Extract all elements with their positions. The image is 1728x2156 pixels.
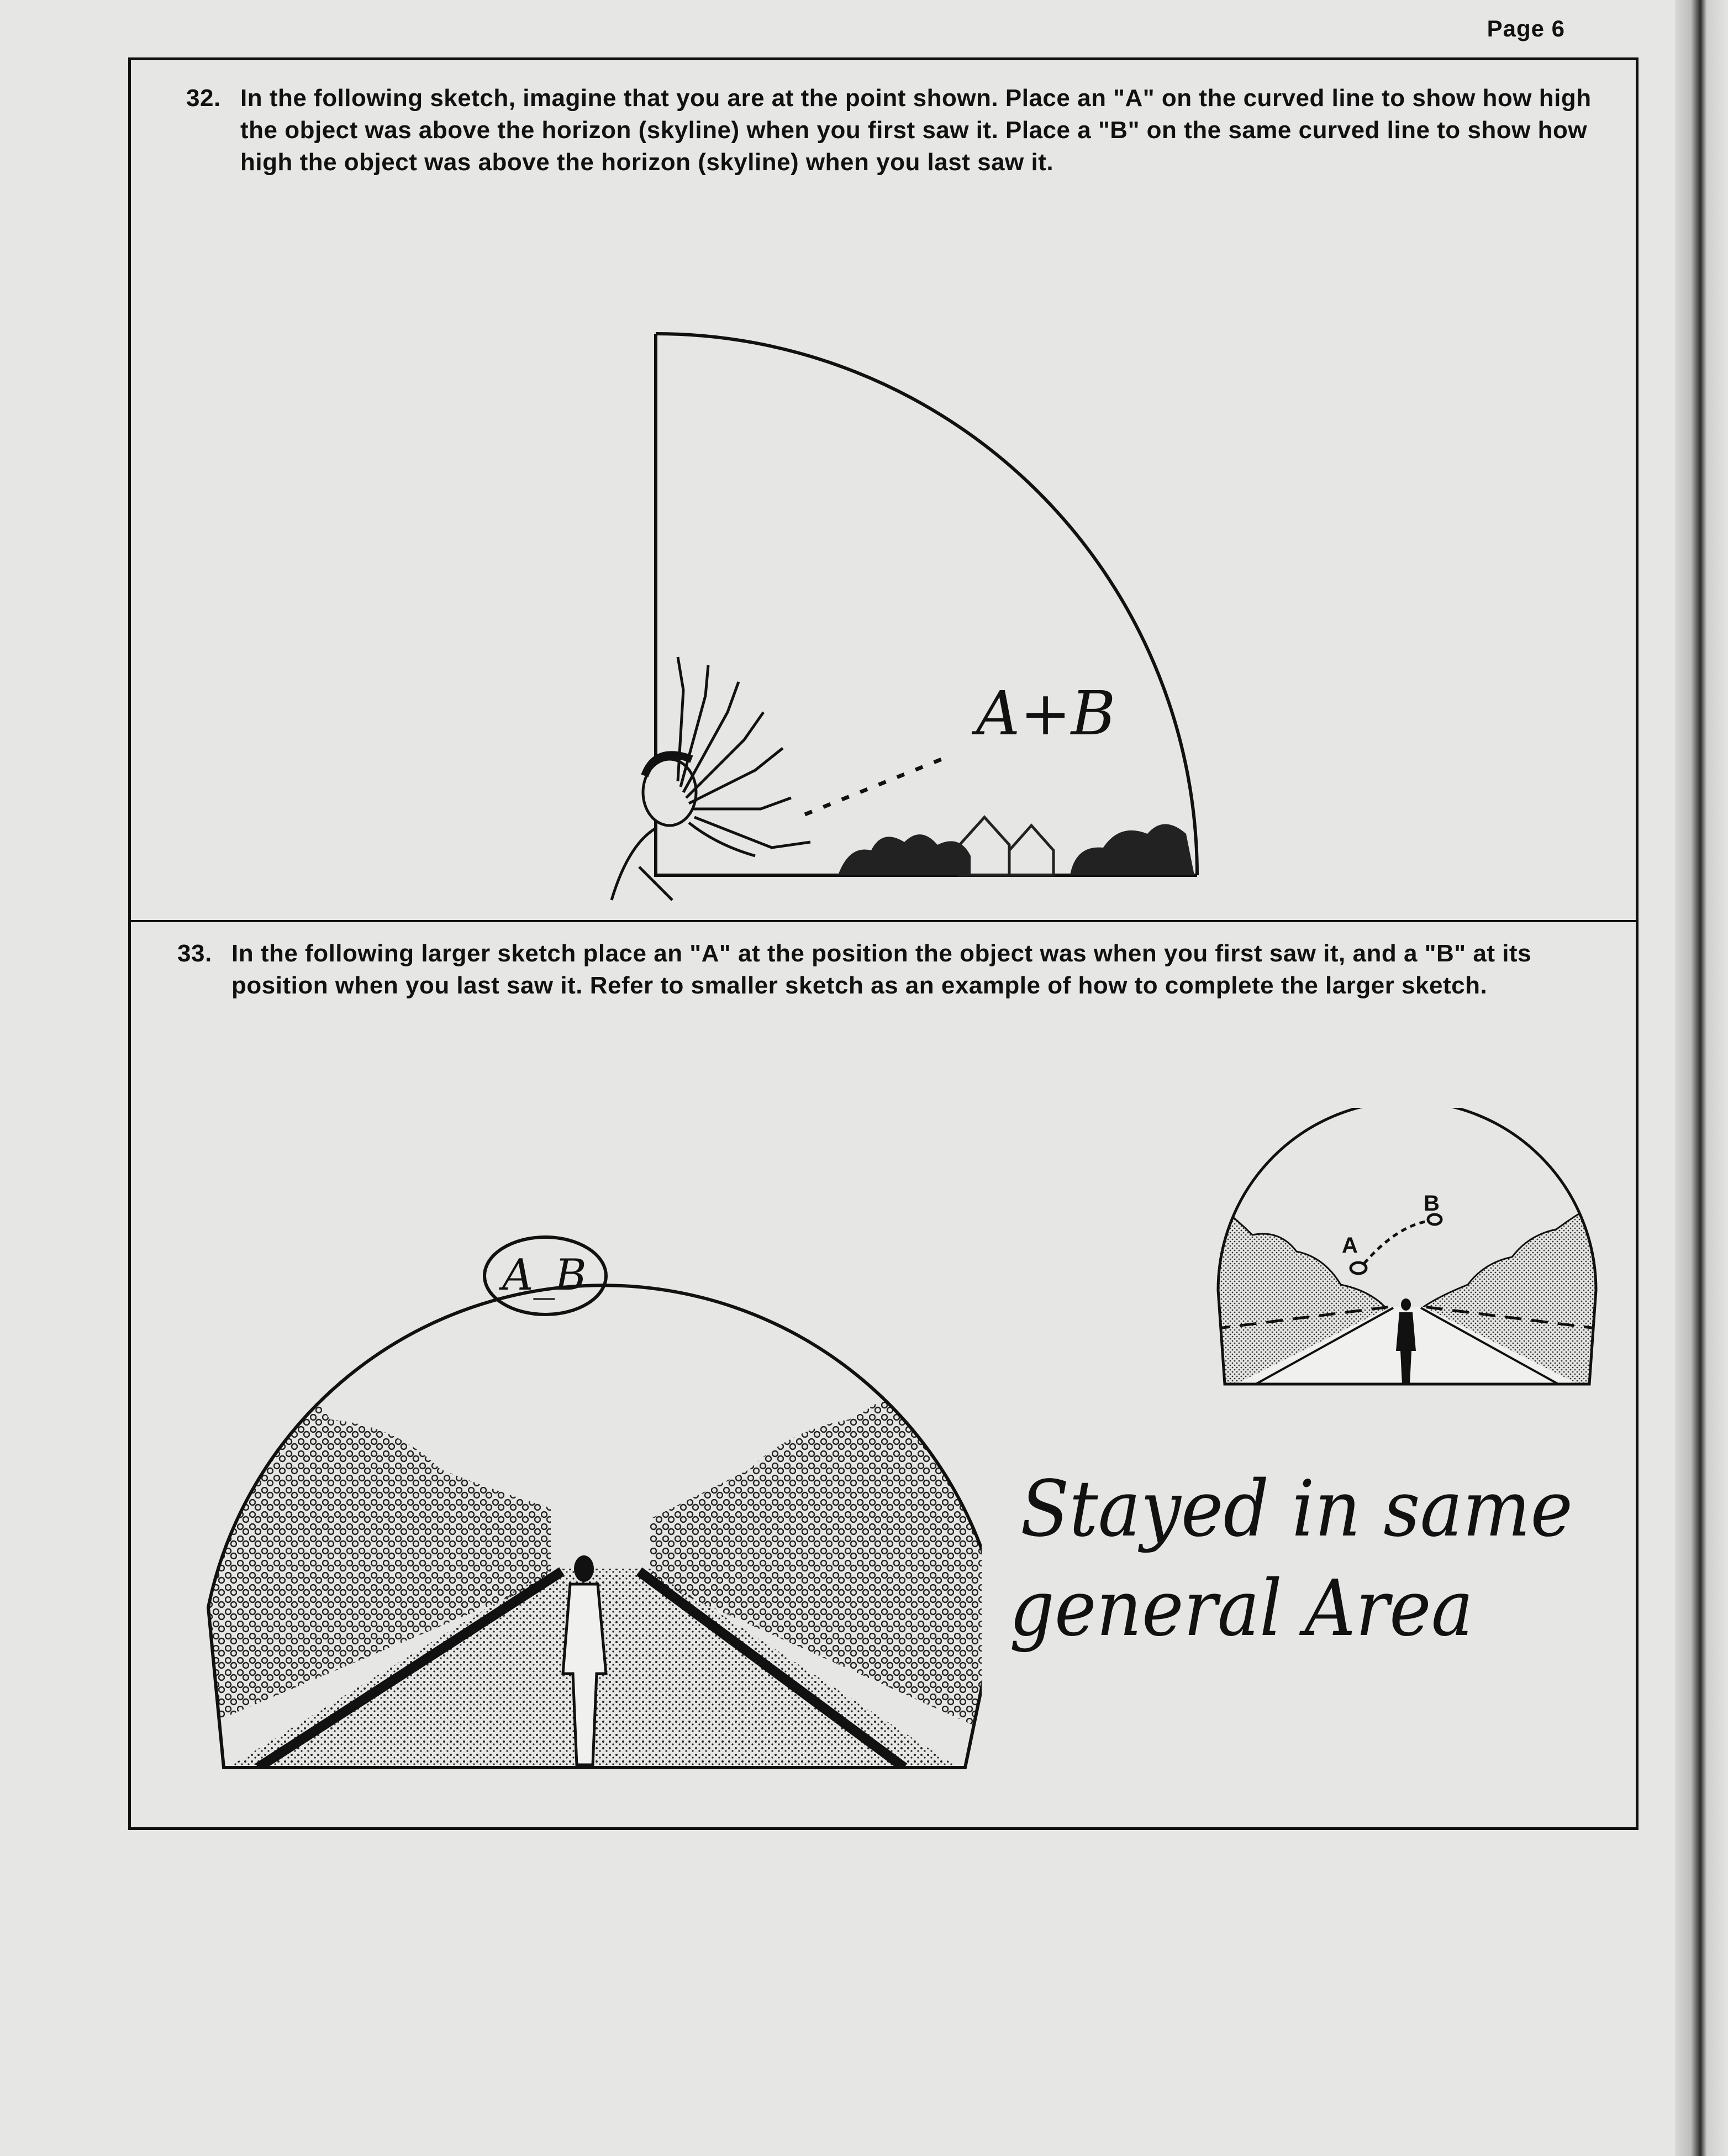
question-33-text: In the following larger sketch place an "A" at the position the object was when you first saw it, and a "B" at its position when you last saw it. Refer to smaller sketch as an example of how to complete the larger sketch. [231, 940, 1532, 999]
example-label-a: A [1342, 1233, 1358, 1258]
horizon-quadrant-sketch [573, 270, 1402, 906]
skyline-trees [838, 817, 1194, 875]
large-street-sketch[interactable] [164, 1110, 982, 1784]
example-label-b: B [1424, 1191, 1440, 1216]
page-number: Page 6 [1487, 15, 1565, 41]
elevation-arc[interactable] [656, 334, 1197, 875]
pointing-observer [612, 657, 810, 900]
handwritten-note [1009, 1453, 1639, 1685]
question-33-handwritten-answer: A_B [502, 1250, 587, 1300]
question-32 [186, 82, 1600, 178]
page-edge-shadow [1675, 0, 1728, 2156]
handwritten-note-line-2: general Area [1009, 1564, 1473, 1654]
question-32-number: 32. [186, 85, 221, 112]
question-divider [131, 920, 1636, 922]
question-33-number: 33. [177, 940, 212, 967]
handwritten-note-line-1: Stayed in same [1020, 1464, 1573, 1554]
small-example-sketch [1203, 1108, 1611, 1395]
question-32-text: In the following sketch, imagine that you are at the point shown. Place an "A" on the curved line to show how high the object was above the horizon (skyline) when you first saw it. Place a "B" on the same curved line to show how high the object was above the horizon (skyline) when you last saw it. [240, 85, 1592, 176]
question-frame [128, 57, 1639, 1830]
question-33 [177, 938, 1614, 1002]
question-32-handwritten-answer: A+B [976, 678, 1116, 749]
